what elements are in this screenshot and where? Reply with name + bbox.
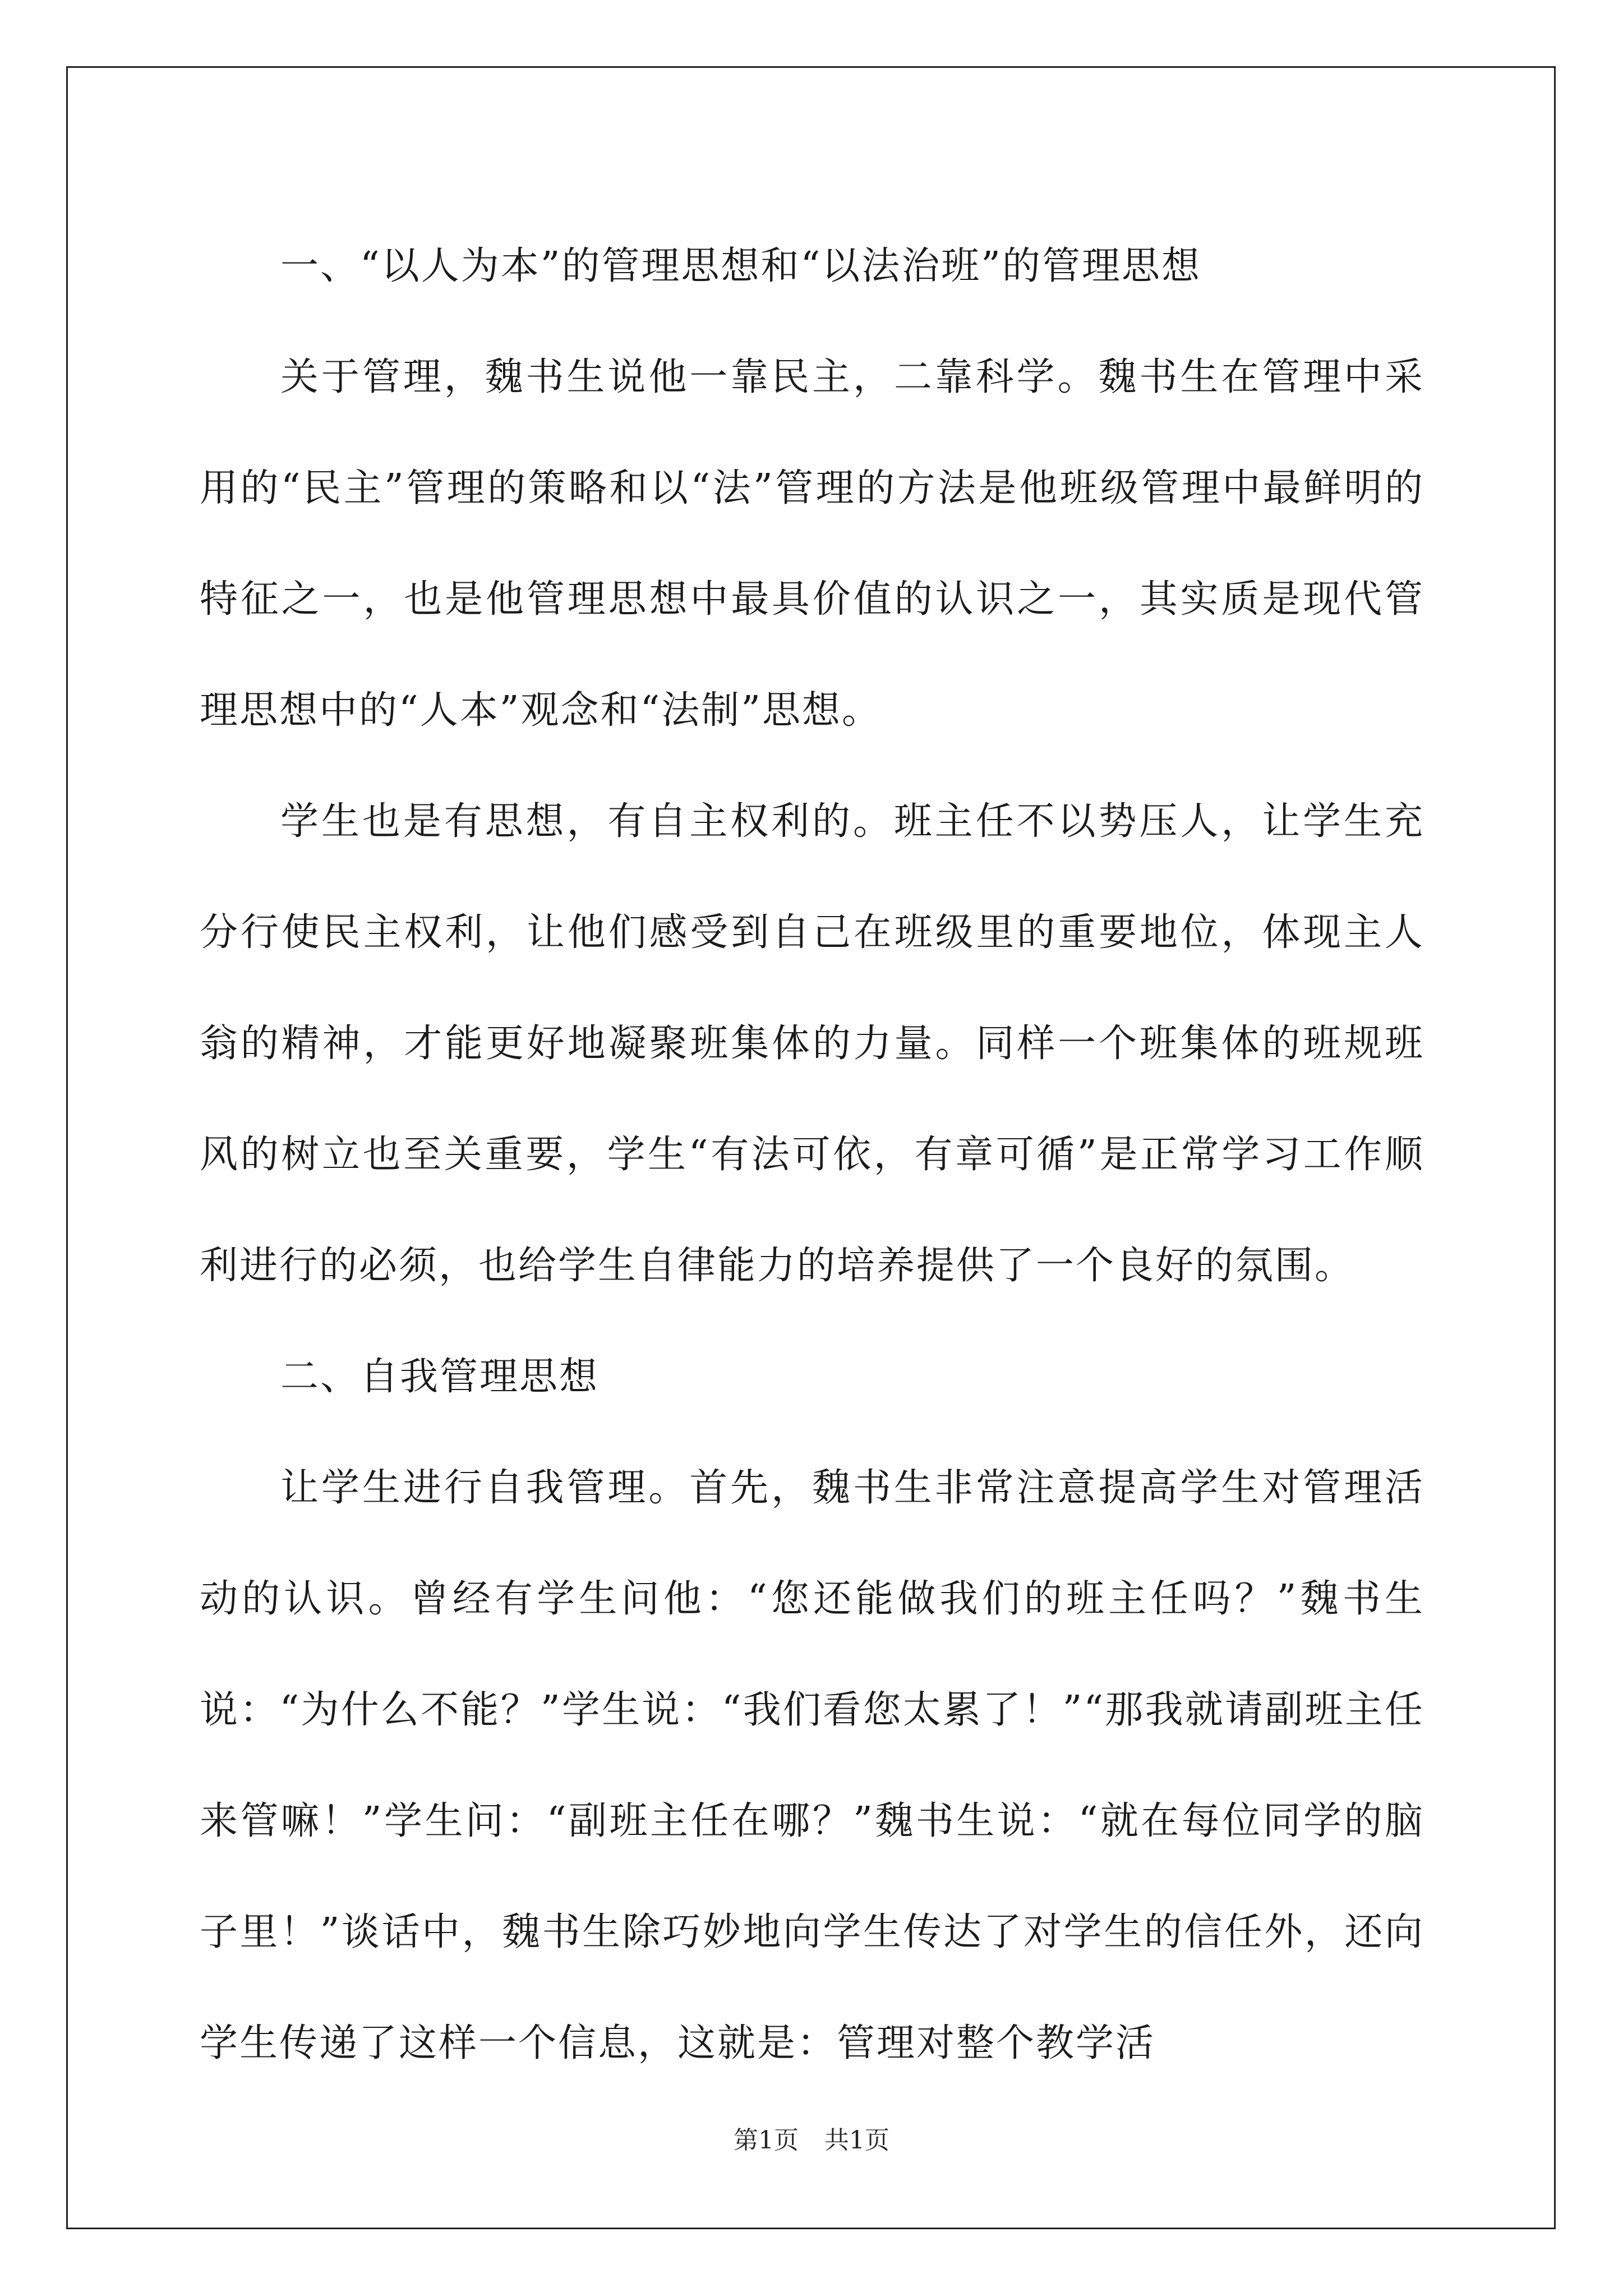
page-total: 共1页 <box>824 2126 889 2155</box>
heading-section-two: 二、自我管理思想 <box>280 1355 600 1399</box>
paragraph: 关于管理，魏书生说他一靠民主，二靠科学。魏书生在管理中采用的“民主”管理的策略和以“法”管理的方法是他班级管理中最鲜明的特征之一，也是他管理思想中最具价值的认识之一，其实质是现代管理思想中的“人本”观念和“法制”思想。 <box>200 355 1424 733</box>
paragraph: 学生也是有思想，有自主权利的。班主任不以势压人，让学生充分行使民主权利，让他们感受到自己在班级里的重要地位，体现主人翁的精神，才能更好地凝聚班集体的力量。同样一个班集体的班规班风的树立也至关重要，学生“有法可依，有章可循”是正常学习工作顺利进行的必须，也给学生自律能力的培养提供了一个良好的氛围。 <box>200 799 1424 1288</box>
paragraph: 让学生进行自我管理。首先，魏书生非常注意提高学生对管理活动的认识。曾经有学生问他：“您还能做我们的班主任吗？”魏书生说：“为什么不能？”学生说：“我们看您太累了！”“那我就请副班主任来管嘛！”学生问：“副班主任在哪？”魏书生说：“就在每位同学的脑子里！”谈话中，魏书生除巧妙地向学生传达了对学生的信任外，还向学生传递了这样一个信息，这就是：管理对整个教学活 <box>200 1466 1424 2065</box>
page-number: 第1页 <box>734 2126 799 2155</box>
document-body <box>200 211 1424 2099</box>
heading-section-one: 一、“以人为本”的管理思想和“以法治班”的管理思想 <box>280 244 1202 288</box>
page-footer <box>0 2124 1623 2157</box>
